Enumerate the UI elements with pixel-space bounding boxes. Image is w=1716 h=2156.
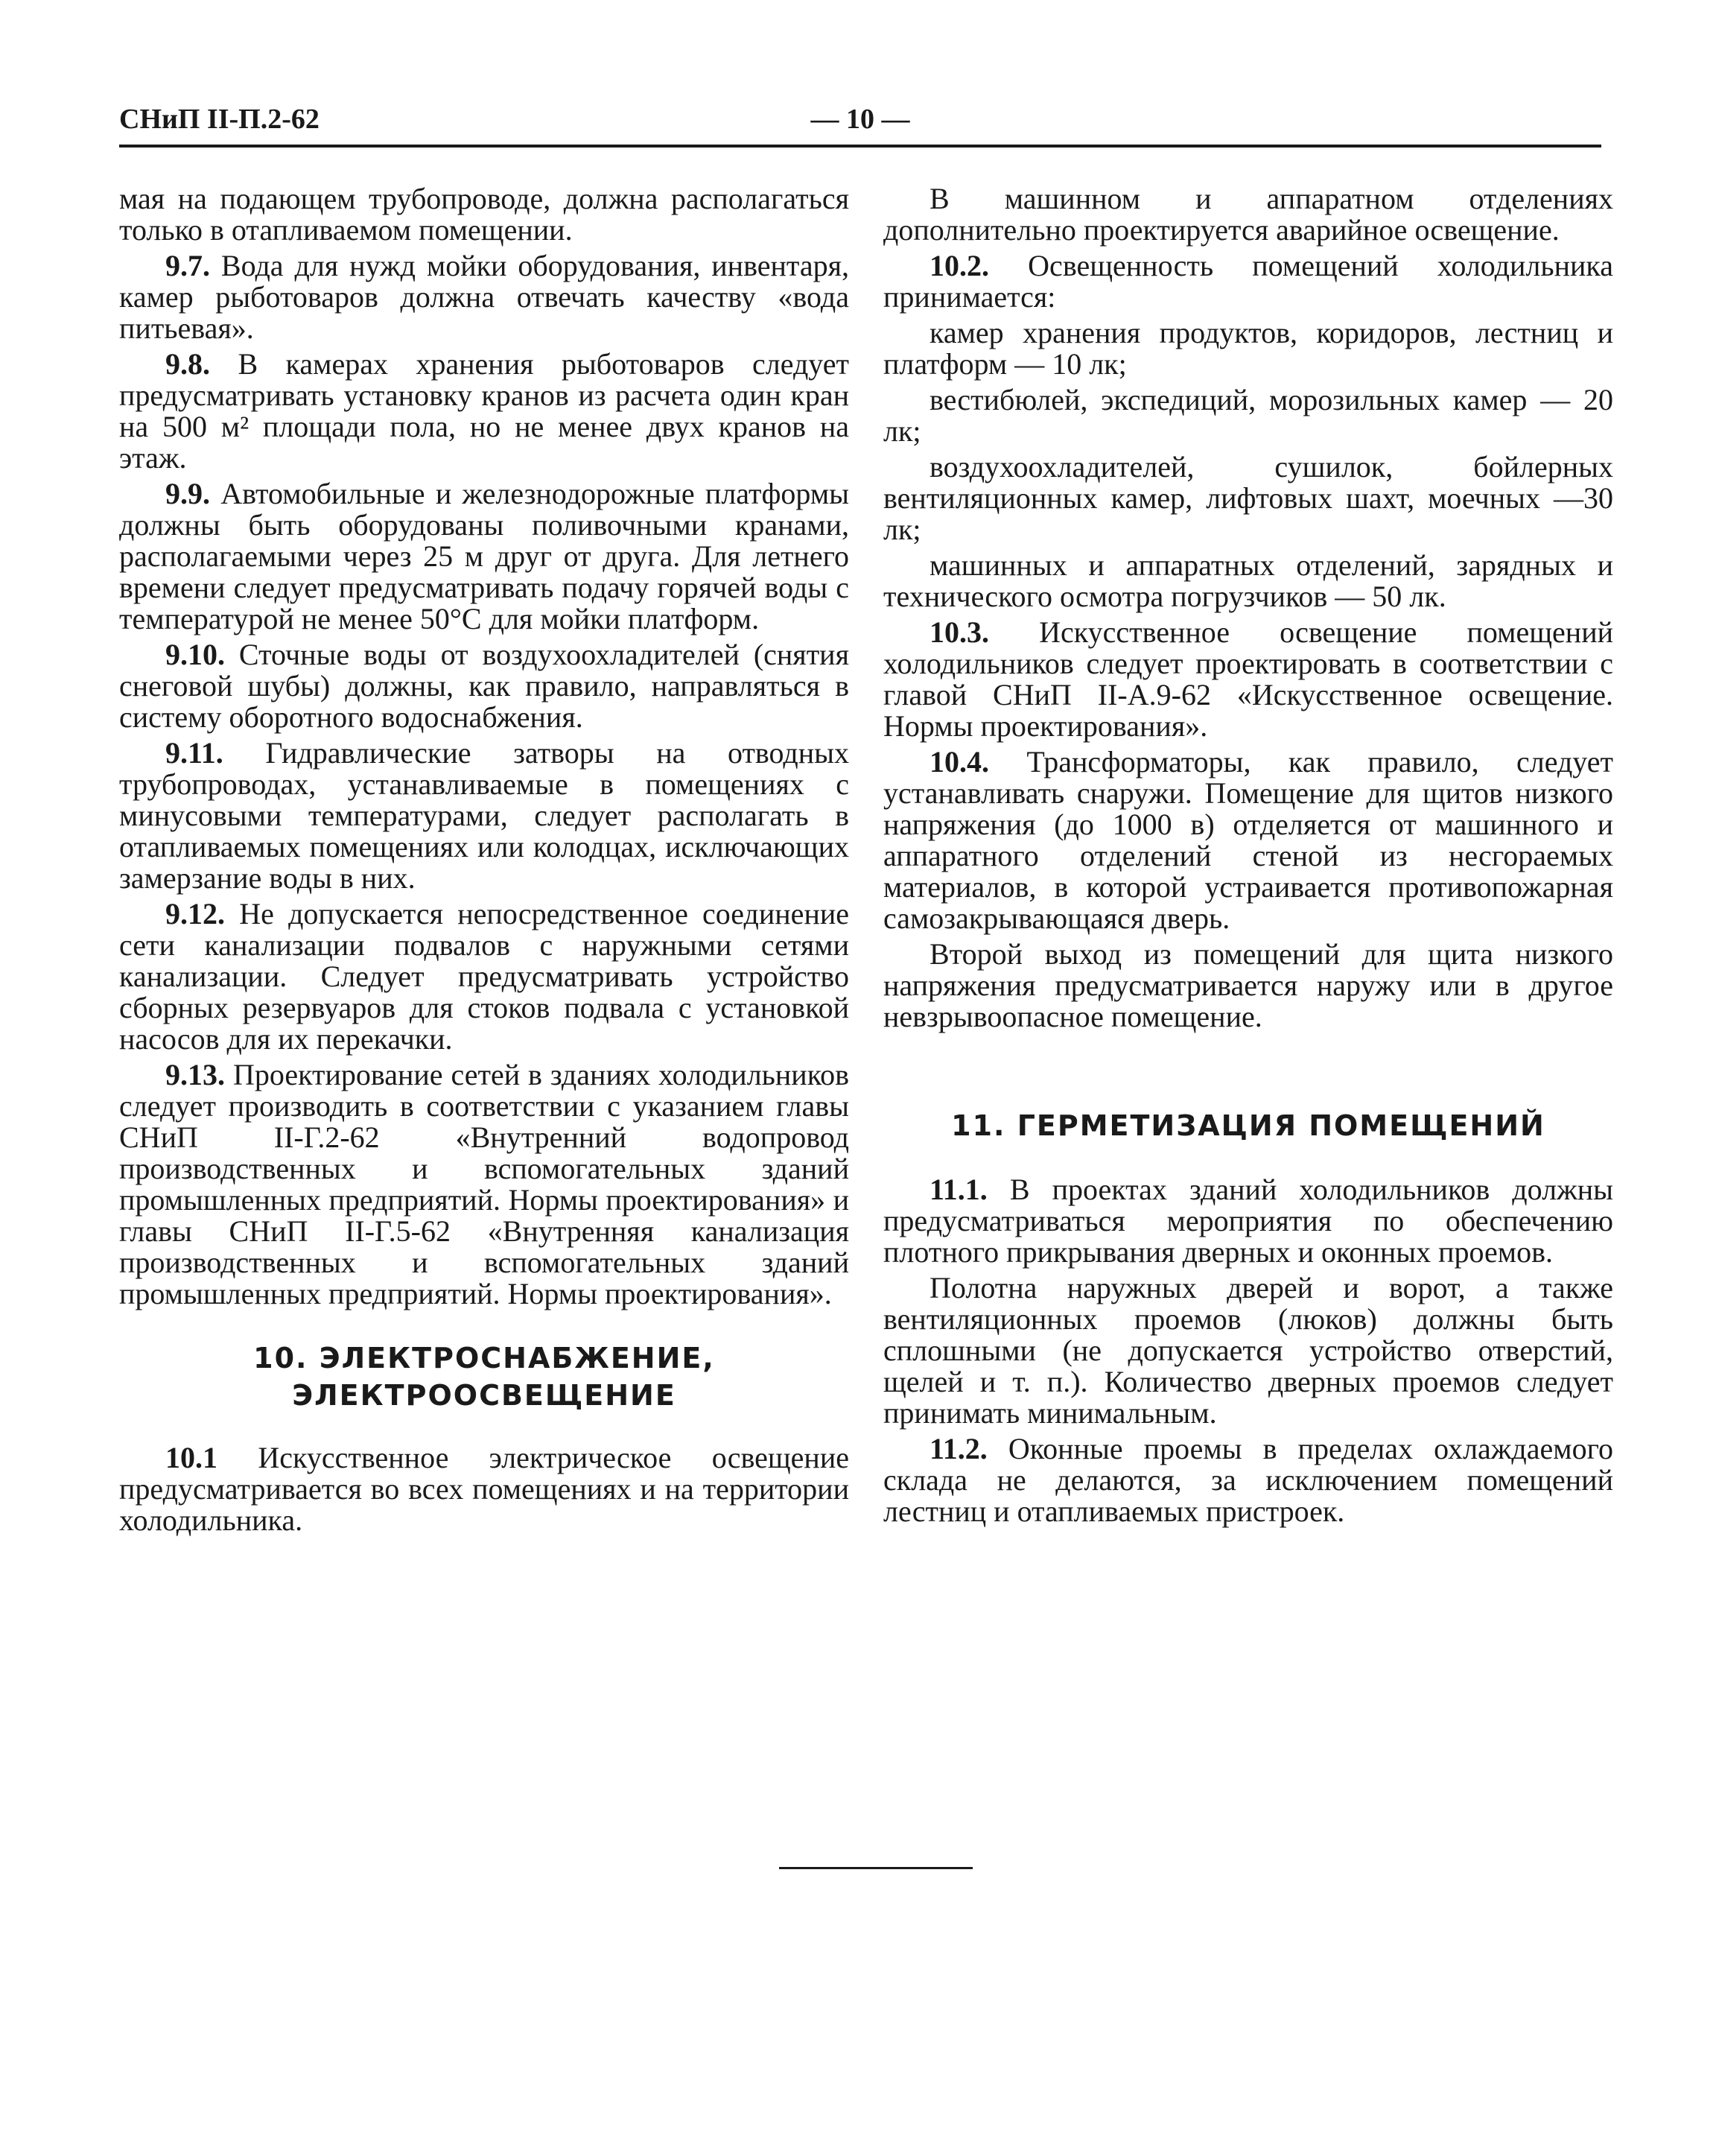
paragraph-9-13: 9.13. Проектирование сетей в зданиях холодильников следует производить в соответствии с указанием главы СНиП II-Г.2-62 «Внутренний водопровод производственных и вспомогательных зданий промышленных предприятий. Нормы проектирования» и главы СНиП II-Г.5-62 «Внутренняя канализация производственных и вспомогательных зданий промышленных предприятий. Нормы проектирования». — [119, 1058, 850, 1310]
paragraph: Полотна наружных дверей и ворот, а также вентиляционных проемов (люков) должны быть сплошными (не допускается устройство отверстий, щелей и т. п.). Количество дверных проемов следует принимать минимальным. — [883, 1271, 1613, 1430]
document-code: СНиП II-П.2-62 — [119, 104, 320, 135]
paragraph-10-1: 10.1 Искусственное электрическое освещение предусматривается во всех помещениях и на территории холодильника. — [119, 1441, 849, 1537]
page-header — [119, 103, 1601, 145]
end-rule — [779, 1867, 973, 1869]
paragraph-11-2: 11.2. Оконные проемы в пределах охлаждаемого склада не делаются, за исключением помещений лестниц и отапливаемых пристроек. — [883, 1432, 1614, 1528]
section-heading-10: 10. ЭЛЕКТРОСНАБЖЕНИЕ, ЭЛЕКТРООСВЕЩЕНИЕ — [253, 1342, 715, 1412]
paragraph-9-10: 9.10. Сточные воды от воздухоохладителей (снятия снеговой шубы) должны, как правило, направляться в систему оборотного водоснабжения. — [119, 638, 849, 734]
paragraph-9-8: 9.8. В камерах хранения рыботоваров следует предусматривать установку кранов из расчета один кран на 500 м² площади пола, но не менее двух кранов на этаж. — [119, 347, 850, 475]
list-item: вестибюлей, экспедиций, морозильных камер — 20 лк; — [883, 383, 1613, 448]
list-item: машинных и аппаратных отделений, зарядных и технического осмотра погрузчиков — 50 лк. — [883, 548, 1613, 613]
section-heading-11: 11. ГЕРМЕТИЗАЦИЯ ПОМЕЩЕНИЙ — [951, 1109, 1545, 1142]
header-rule — [119, 145, 1601, 148]
paragraph-9-11: 9.11. Гидравлические затворы на отводных трубопроводах, устанавливаемые в помещениях с минусовыми температурами, следует располагать в отапливаемых помещениях или колодцах, исключающих замерзание воды в них. — [119, 736, 850, 895]
left-column — [119, 183, 849, 1541]
paragraph: Второй выход из помещений для щита низкого напряжения предусматривается наружу или в другое невзрывоопасное помещение. — [883, 937, 1613, 1033]
paragraph-10-4: 10.4. Трансформаторы, как правило, следует устанавливать снаружи. Помещение для щитов низкого напряжения (до 1000 в) отделяется от машинного и аппаратного отделений стеной из несгораемых материалов, в которой устраивается противопожарная самозакрывающаяся дверь. — [883, 745, 1614, 935]
paragraph-10-2: 10.2. Освещенность помещений холодильника принимается: — [883, 249, 1613, 314]
paragraph-9-9: 9.9. Автомобильные и железнодорожные платформы должны быть оборудованы поливочными кранами, располагаемыми через 25 м друг от друга. Для летнего времени следует предусматривать подачу горячей воды с температурой не менее 50°С для мойки платформ. — [119, 477, 849, 635]
paragraph-9-12: 9.12. Не допускается непосредственное соединение сети канализации подвалов с наружными сетями канализации. Следует предусматривать устройство сборных резервуаров для стоков подвала с установкой насосов для их перекачки. — [119, 897, 850, 1056]
paragraph: В машинном и аппаратном отделениях дополнительно проектируется аварийное освещение. — [883, 182, 1613, 247]
paragraph-11-1: 11.1. В проектах зданий холодильников должны предусматриваться мероприятия по обеспечению плотного прикрывания дверных и оконных проемов. — [883, 1173, 1613, 1269]
paragraph-9-7: 9.7. Вода для нужд мойки оборудования, инвентаря, камер рыботоваров должна отвечать качеству «вода питьевая». — [119, 249, 850, 345]
page-number: — 10 — — [810, 104, 910, 135]
right-column — [883, 183, 1613, 1532]
paragraph-10-3: 10.3. Искусственное освещение помещений холодильников следует проектировать в соответствии с главой СНиП II-А.9-62 «Искусственное освещение. Нормы проектирования». — [883, 615, 1613, 743]
list-item: воздухоохладителей, сушилок, бойлерных вентиляционных камер, лифтовых шахт, моечных —30 лк; — [883, 450, 1613, 546]
list-item: камер хранения продуктов, коридоров, лестниц и платформ — 10 лк; — [883, 316, 1613, 381]
paragraph: мая на подающем трубопроводе, должна располагаться только в отапливаемом помещении. — [119, 182, 849, 247]
